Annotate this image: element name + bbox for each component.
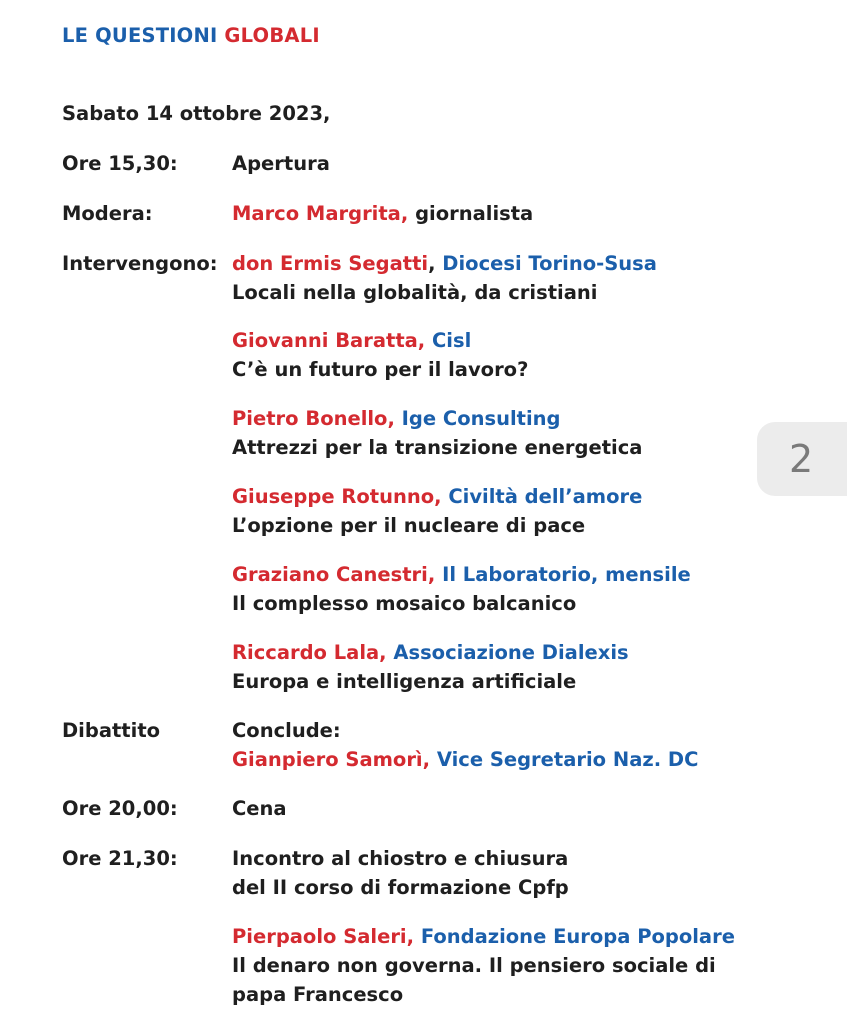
speaker-3-line (232, 405, 561, 433)
speaker-1-line (232, 250, 657, 278)
speaker-4-topic: L’opzione per il nucleare di pace (232, 514, 586, 537)
speaker-6-topic: Europa e intelligenza artificiale (232, 670, 577, 693)
evening-line-2: del II corso di formazione Cpfp (232, 876, 569, 899)
opening-time-label: Ore 15,30: (62, 152, 178, 175)
speaker-4-org: Civiltà dell’amore (448, 485, 643, 508)
event-date: Sabato 14 ottobre 2023, (62, 102, 331, 125)
dinner-time-label: Ore 20,00: (62, 797, 178, 820)
evening-topic-line-1: Il denaro non governa. Il pensiero sociale di (232, 954, 716, 977)
speaker-5-org: Il Laboratorio, mensile (442, 563, 691, 586)
speaker-4-line (232, 483, 642, 511)
speaker-3-org: Ige Consulting (401, 407, 561, 430)
speaker-3-topic: Attrezzi per la transizione energetica (232, 436, 643, 459)
speaker-1-name: don Ermis Segatti (232, 252, 429, 275)
evening-time-label: Ore 21,30: (62, 847, 178, 870)
evening-speaker-line (232, 923, 735, 951)
evening-speaker-name: Pierpaolo Saleri, (232, 925, 415, 948)
debate-label: Dibattito (62, 719, 161, 742)
title-part-1: LE QUESTIONI (62, 24, 218, 47)
speaker-5-name: Graziano Canestri, (232, 563, 436, 586)
moderator-name: Marco Margrita, (232, 202, 409, 225)
evening-line-1: Incontro al chiostro e chiusura (232, 847, 569, 870)
speaker-2-line (232, 327, 471, 355)
speaker-5-line (232, 561, 691, 589)
concluder-name: Gianpiero Samorì, (232, 748, 431, 771)
speaker-2-org: Cisl (432, 329, 472, 352)
moderator-label: Modera: (62, 202, 153, 225)
page-number-badge (757, 422, 847, 496)
speakers-label: Intervengono: (62, 252, 218, 275)
speaker-5-topic: Il complesso mosaico balcanico (232, 592, 577, 615)
concluder-line (232, 746, 698, 774)
speaker-1-topic: Locali nella globalità, da cristiani (232, 281, 598, 304)
opening-text: Apertura (232, 152, 330, 175)
speaker-2-topic: C’è un futuro per il lavoro? (232, 358, 529, 381)
moderator-role: giornalista (415, 202, 534, 225)
concluder-org: Vice Segretario Naz. DC (436, 748, 699, 771)
speaker-3-name: Pietro Bonello, (232, 407, 395, 430)
moderator-row (232, 200, 533, 228)
speaker-2-name: Giovanni Baratta, (232, 329, 426, 352)
speaker-6-name: Riccardo Lala, (232, 641, 387, 664)
page-title (62, 22, 320, 50)
speaker-6-org: Associazione Dialexis (393, 641, 629, 664)
evening-topic-line-2: papa Francesco (232, 983, 404, 1006)
page-number: 2 (789, 437, 814, 481)
speaker-1-sep: , (428, 252, 436, 275)
dinner-text: Cena (232, 797, 287, 820)
speaker-4-name: Giuseppe Rotunno, (232, 485, 442, 508)
speaker-6-line (232, 639, 629, 667)
evening-speaker-org: Fondazione Europa Popolare (420, 925, 735, 948)
speaker-1-org: Diocesi Torino-Susa (442, 252, 657, 275)
title-part-2: GLOBALI (224, 24, 320, 47)
concludes-label: Conclude: (232, 719, 341, 742)
